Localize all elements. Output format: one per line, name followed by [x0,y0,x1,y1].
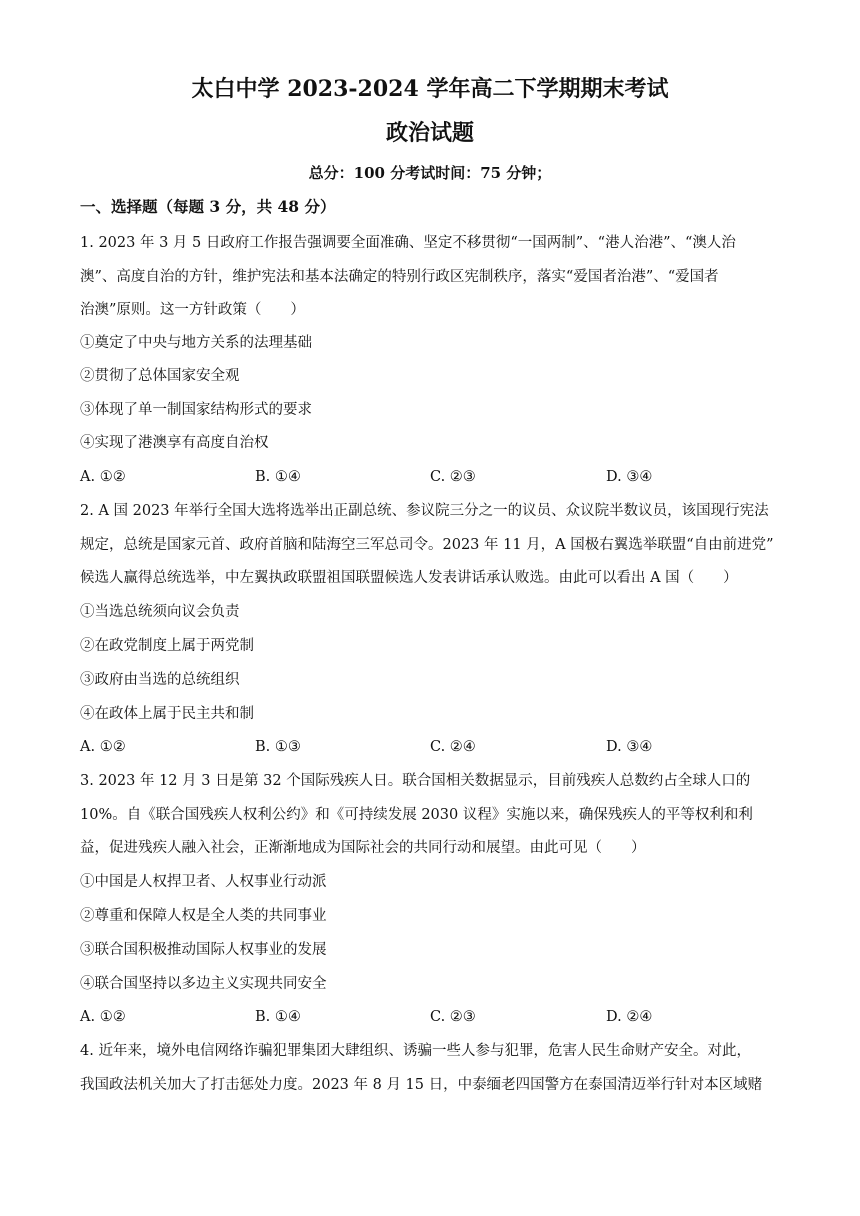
question-1-choice-b: B. ①④ [255,469,301,485]
question-1-line-1: 1. 2023 年 3 月 5 日政府工作报告强调要全面准确、坚定不移贯彻“一国两制”、“港人治港”、“澳人治 [80,235,736,251]
question-1-line-2: 澳”、高度自治的方针，维护宪法和基本法确定的特别行政区宪制秩序，落实“爱国者治港”、“爱国者 [80,269,719,285]
question-2-choice-c: C. ②④ [430,739,476,755]
question-2-choice-a: A. ①② [80,739,126,755]
question-2-item-3: ③政府由当选的总统组织 [80,672,240,688]
question-2-line-2: 规定，总统是国家元首、政府首脑和陆海空三军总司令。2023 年 11 月，A 国极右翼选举联盟“自由前进党” [80,537,774,553]
question-2-item-4: ④在政体上属于民主共和制 [80,706,254,722]
question-2-item-1: ①当选总统须向议会负责 [80,604,240,620]
question-3-line-1: 3. 2023 年 12 月 3 日是第 32 个国际残疾人日。联合国相关数据显示，目前残疾人总数约占全球人口的 [80,773,751,789]
question-3-line-3: 益，促进残疾人融入社会，正渐渐地成为国际社会的共同行动和展望。由此可见（ ） [80,840,646,856]
exam-meta: 总分：100 分考试时间：75 分钟； [308,164,552,182]
question-2-item-2: ②在政党制度上属于两党制 [80,638,254,654]
question-2-line-1: 2. A 国 2023 年举行全国大选将选举出正副总统、参议院三分之一的议员、众议院半数议员，该国现行宪法 [80,503,769,519]
question-1-item-4: ④实现了港澳享有高度自治权 [80,435,269,451]
question-3-item-3: ③联合国积极推动国际人权事业的发展 [80,942,327,958]
question-3-choice-a: A. ①② [80,1009,126,1025]
question-3-item-2: ②尊重和保障人权是全人类的共同事业 [80,908,327,924]
question-3-item-1: ①中国是人权捍卫者、人权事业行动派 [80,874,327,890]
question-1-item-2: ②贯彻了总体国家安全观 [80,368,240,384]
question-1-choice-a: A. ①② [80,469,126,485]
question-3-choice-d: D. ②④ [606,1009,653,1025]
section-heading: 一、选择题（每题 3 分，共 48 分） [80,197,336,216]
question-4-line-1: 4. 近年来，境外电信网络诈骗犯罪集团大肆组织、诱骗一些人参与犯罪，危害人民生命财产安全。对此， [80,1043,751,1059]
question-3-item-4: ④联合国坚持以多边主义实现共同安全 [80,976,327,992]
question-3-choice-b: B. ①④ [255,1009,301,1025]
question-1-item-1: ①奠定了中央与地方关系的法理基础 [80,335,312,351]
question-2-choice-d: D. ③④ [606,739,653,755]
question-4-line-2: 我国政法机关加大了打击惩处力度。2023 年 8 月 15 日，中泰缅老四国警方在泰国清迈举行针对本区域赌 [80,1077,763,1093]
exam-title: 太白中学 2023-2024 学年高二下学期期末考试 [191,76,669,102]
question-1-line-3: 治澳”原则。这一方针政策（ ） [80,302,305,318]
question-2-choice-b: B. ①③ [255,739,301,755]
question-1-choice-d: D. ③④ [606,469,653,485]
question-1-choice-c: C. ②③ [430,469,476,485]
question-1-item-3: ③体现了单一制国家结构形式的要求 [80,402,312,418]
question-3-choice-c: C. ②③ [430,1009,476,1025]
question-2-line-3: 候选人赢得总统选举，中左翼执政联盟祖国联盟候选人发表讲话承认败选。由此可以看出 A 国（ ） [80,570,738,586]
exam-subject: 政治试题 [385,120,474,146]
question-3-line-2: 10%。自《联合国残疾人权利公约》和《可持续发展 2030 议程》实施以来，确保残疾人的平等权利和利 [80,807,753,823]
